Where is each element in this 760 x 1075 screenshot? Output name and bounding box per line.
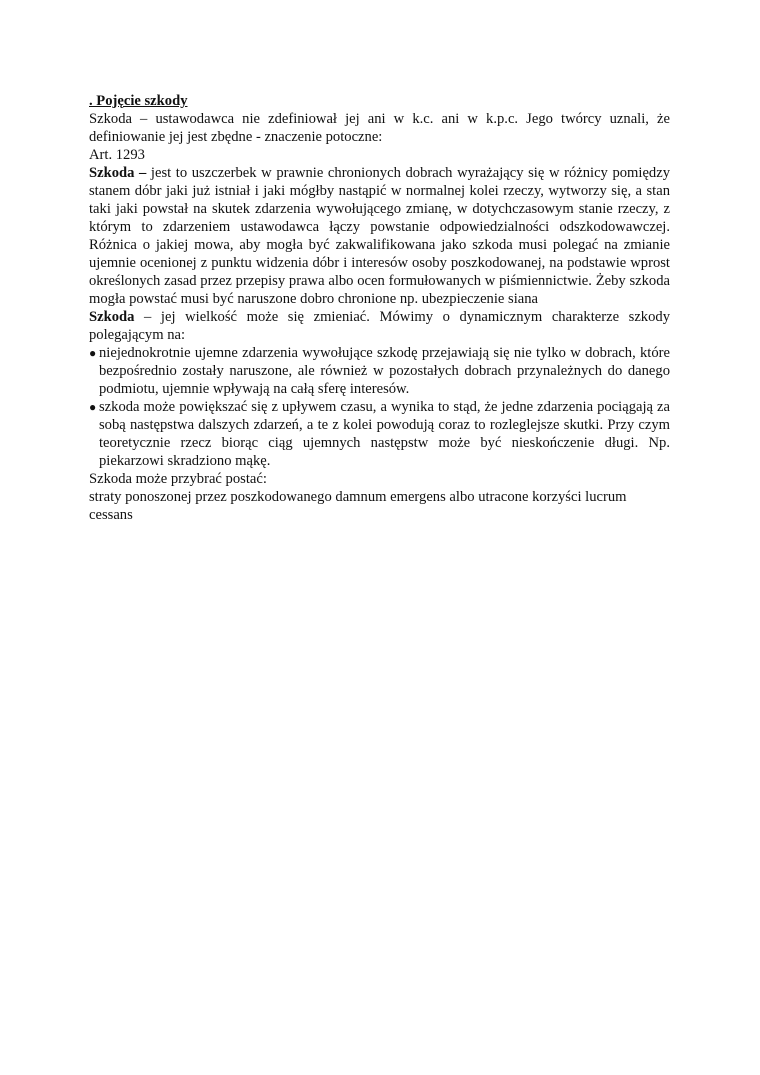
- forms-intro: Szkoda może przybrać postać:: [89, 471, 267, 487]
- bullet-icon: ●: [89, 400, 97, 414]
- definition-text: jest to uszczerbek w prawnie chronionych dobrach wyrażający się w różnicy pomiędzy stanem dóbr jaki już istniał i jaki mógłby nastąpić w normalnej kolei rzeczy, wytworzy się, a stan taki jaki powstał na skutek zdarzenia wywołującego zmianę, w dotychczasowym stanie rzeczy, z którym to zdarzeniem ustawodawca łączy powstanie odpowiedzialności odszkodowawczej. Różnica o jakiej mowa, aby mogła być zakwalifikowana jako szkoda musi polegać na zmianie ujemnie ocenionej z punktu widzenia dóbr i interesów osoby poszkodowanej, na podstawie wprost określonych zasad przez przepisy prawa albo ocen formułowanych w piśmiennictwie. Żeby szkoda mogła powstać musi być naruszone dobro chronione np. ubezpieczenie siana: [89, 165, 670, 307]
- dynamic-paragraph: [89, 308, 670, 344]
- intro-paragraph: Szkoda – ustawodawca nie zdefiniował jej ani w k.c. ani w k.p.c. Jego twórcy uznali, że definiowanie jej jest zbędne - znaczenie potoczne:: [89, 111, 670, 145]
- forms-text: straty ponoszonej przez poszkodowanego damnum emergens albo utracone korzyści lucrum cessans: [89, 489, 627, 523]
- dynamic-text: – jej wielkość może się zmieniać. Mówimy o dynamicznym charakterze szkody polegającym na:: [89, 309, 670, 343]
- list-item: [89, 398, 670, 470]
- definition-paragraph: [89, 164, 670, 308]
- list-item-text: niejednokrotnie ujemne zdarzenia wywołujące szkodę przejawiają się nie tylko w dobrach, które bezpośrednio zostały naruszone, ale również w pozostałych dobrach przynależnych do danego podmiotu, ujemnie wpływają na całą sferę interesów.: [99, 345, 670, 397]
- definition-term: Szkoda –: [89, 165, 147, 181]
- dynamic-term: Szkoda: [89, 309, 135, 325]
- list-item-text: szkoda może powiększać się z upływem czasu, a wynika to stąd, że jedne zdarzenia pociągają za sobą następstwa dalszych zdarzeń, a te z kolei powodują coraz to rozleglejsze skutki. Przy czym teoretycznie rzecz biorąc ciąg ujemnych następstw może być nieskończenie długi. Np. piekarzowi skradziono mąkę.: [99, 399, 670, 469]
- list-item: [89, 344, 670, 398]
- document-page: [89, 92, 670, 524]
- section-title: . Pojęcie szkody: [89, 93, 188, 109]
- bullet-icon: ●: [89, 346, 97, 360]
- article-reference: Art. 1293: [89, 147, 145, 163]
